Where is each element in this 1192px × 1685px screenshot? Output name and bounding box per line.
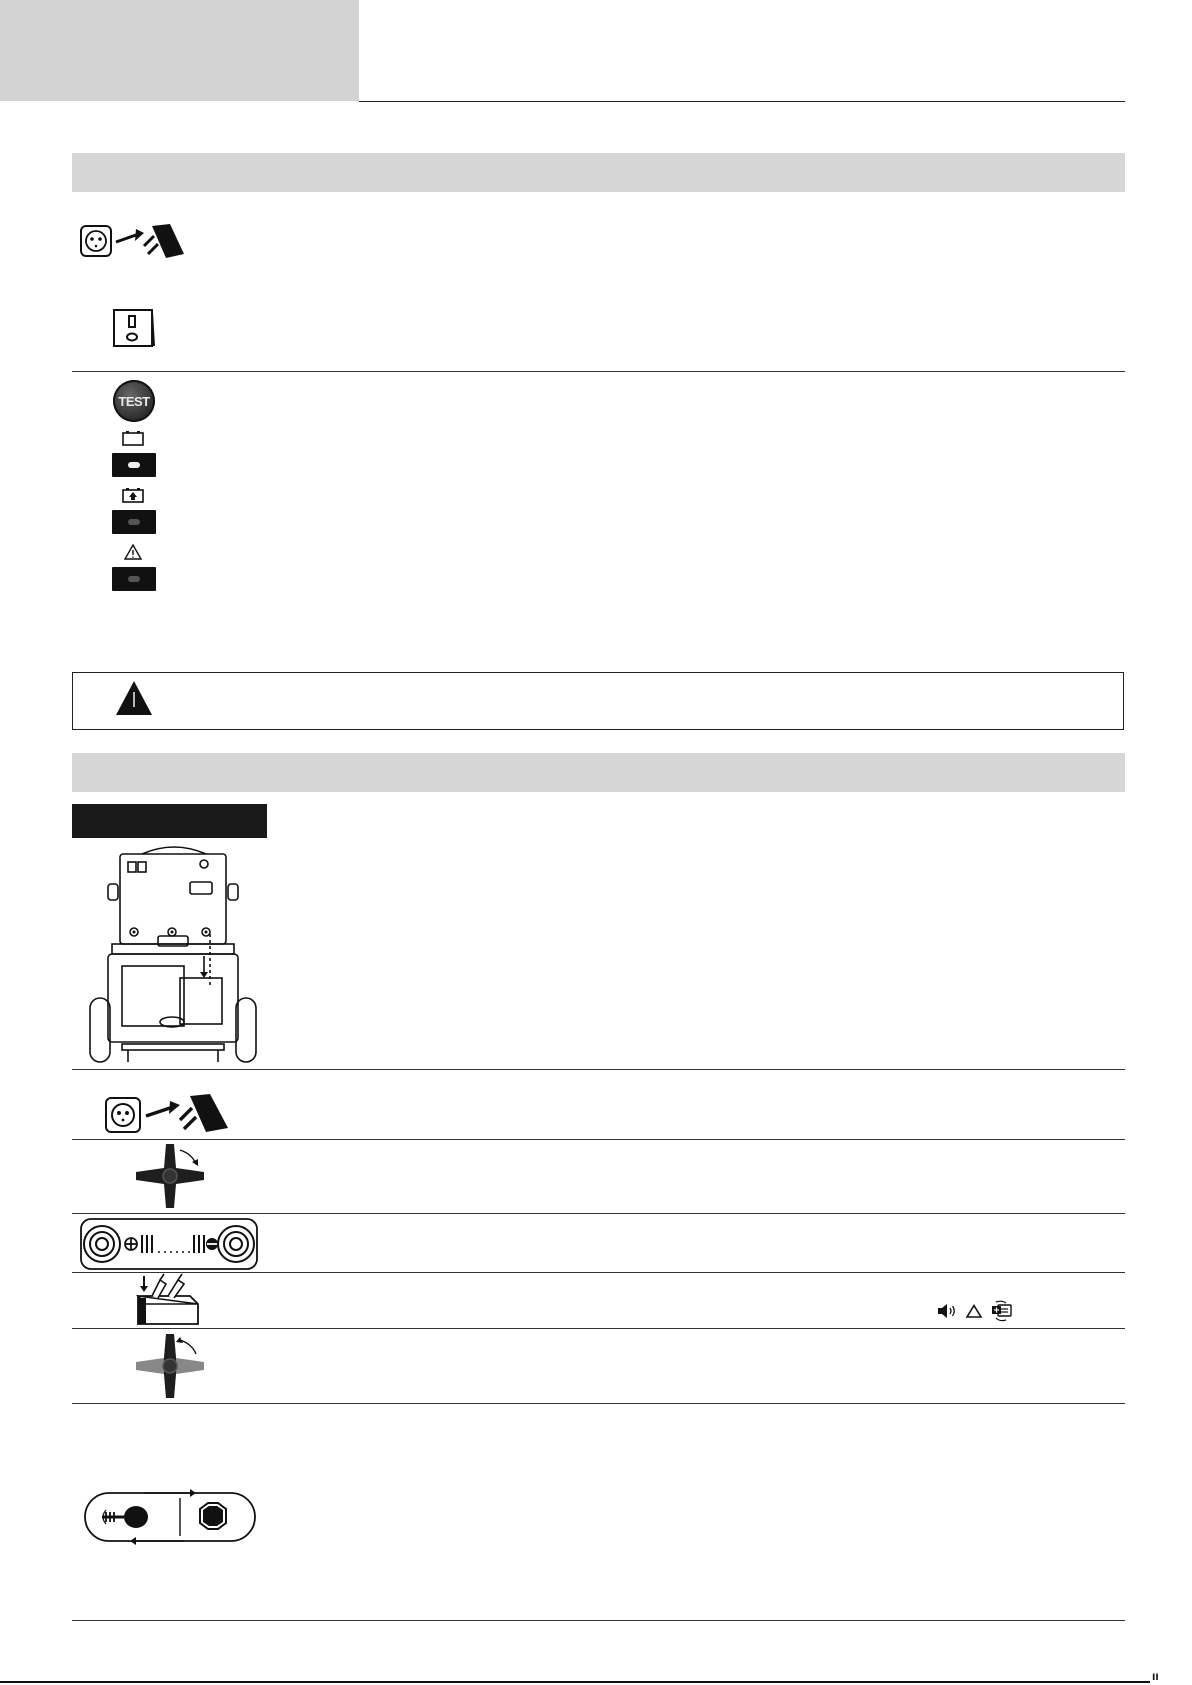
socket-plug-icon: [80, 220, 190, 262]
header-gray-tab: [0, 0, 359, 101]
warning-triangle-icon: [115, 680, 153, 716]
page-number: ıı: [1152, 1669, 1159, 1683]
power-switch-icon: [112, 308, 156, 348]
warning-triangle-icon: [124, 544, 142, 560]
row-divider: [72, 1213, 1125, 1214]
row-divider: [72, 1069, 1125, 1070]
battery-icon: [122, 430, 144, 446]
start-stop-selector-icon: [84, 1486, 256, 1548]
row-divider: [72, 1328, 1125, 1329]
subsection-label-bar: [72, 804, 267, 838]
swap-icon: [990, 1300, 1014, 1322]
charger-trolley-diagram: [84, 838, 262, 1066]
led-indicator-charging: [112, 510, 156, 534]
footer-rule: [0, 1681, 1150, 1683]
row-divider: [72, 1272, 1125, 1273]
header-rule: [359, 101, 1125, 102]
row-divider: [72, 1139, 1125, 1140]
clamp-handle-icon: [134, 1142, 206, 1210]
alert-triangle-icon: [966, 1304, 982, 1318]
battery-charging-icon: [122, 487, 144, 503]
warning-box: [72, 672, 1124, 730]
speaker-icon: [937, 1303, 957, 1319]
terminal-connector-icon: [80, 1218, 258, 1270]
socket-plug-icon: [104, 1090, 234, 1136]
clamp-handle-icon: [134, 1332, 206, 1400]
section-band-2: [72, 753, 1125, 792]
led-indicator-battery: [112, 453, 156, 477]
battery-clamp-icon: [130, 1274, 202, 1326]
section-band-1: [72, 153, 1125, 192]
section-divider: [72, 371, 1125, 372]
test-button: TEST: [113, 380, 155, 422]
page-bottom-divider: [72, 1620, 1125, 1621]
row-divider: [72, 1403, 1125, 1404]
led-indicator-warning: [112, 567, 156, 591]
